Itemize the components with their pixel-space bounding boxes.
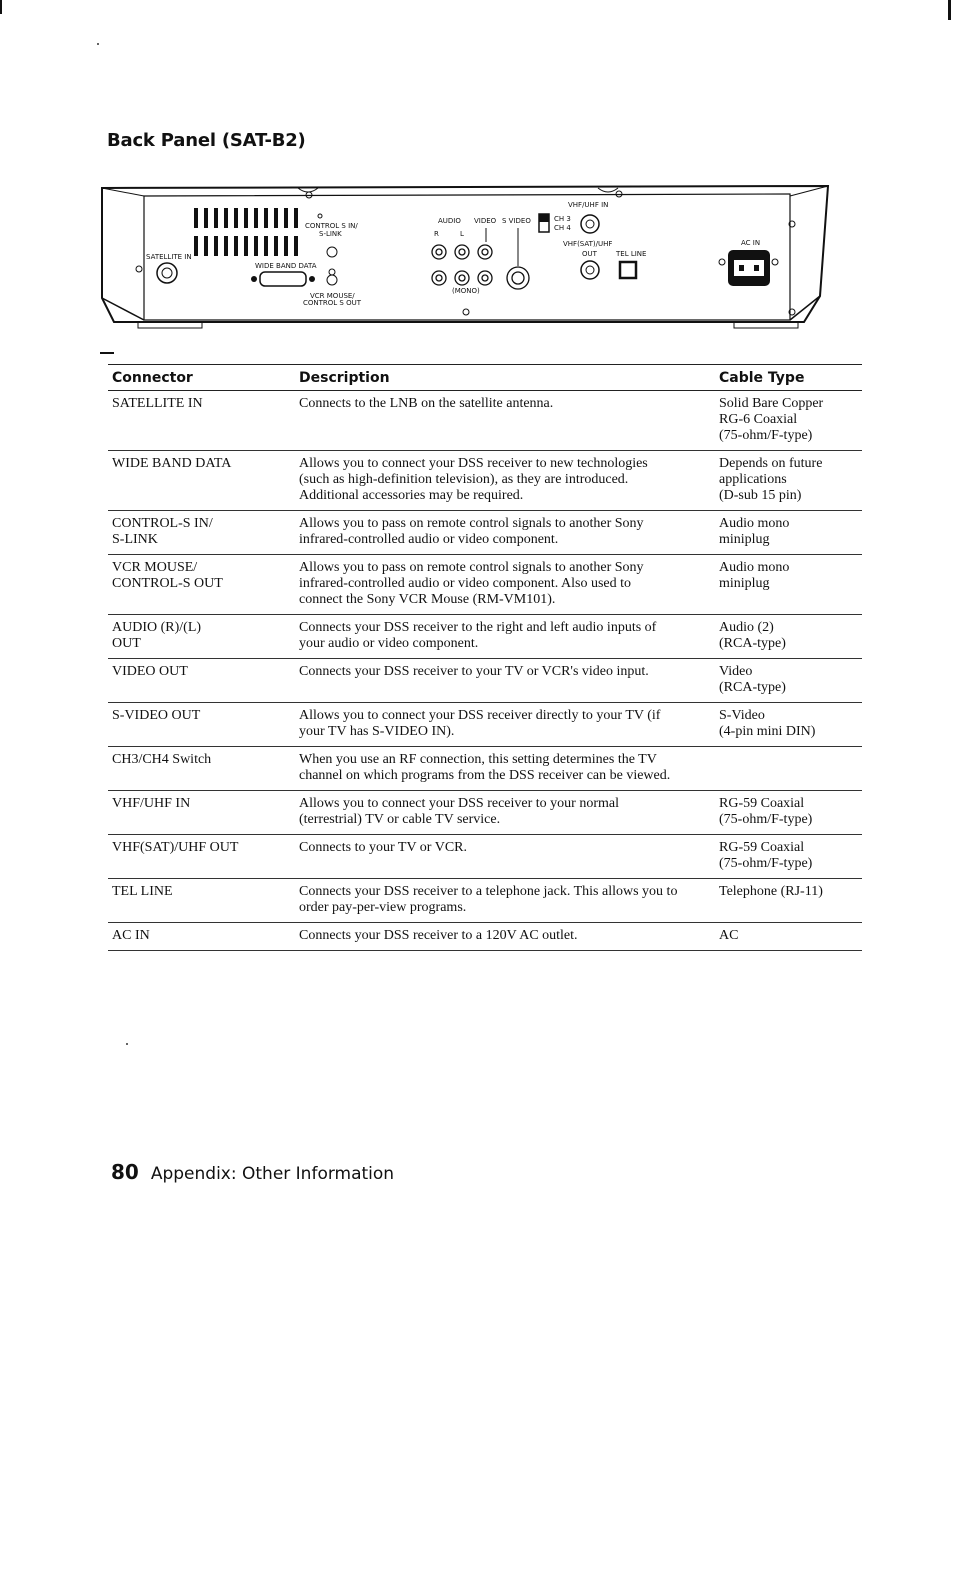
table-row xyxy=(108,747,862,791)
cell-line: S-LINK xyxy=(112,532,158,547)
connector-cell xyxy=(108,879,295,923)
description-cell xyxy=(295,703,715,747)
wide-band-data-port-icon xyxy=(260,272,306,286)
rca-jacks xyxy=(432,245,529,289)
vhf-uhf-in-jack-icon xyxy=(581,215,599,233)
connector-cell xyxy=(108,835,295,879)
label-vhf-uhf-in: VHF/UHF IN xyxy=(568,201,609,209)
back-panel-illustration xyxy=(98,180,838,340)
cable-type-cell xyxy=(715,835,862,879)
table-row xyxy=(108,835,862,879)
cable-type-cell xyxy=(715,703,862,747)
description-cell xyxy=(295,791,715,835)
cable-type-cell xyxy=(715,923,862,951)
cable-type-cell xyxy=(715,791,862,835)
cell-line: Depends on future xyxy=(719,456,823,471)
cell-line: OUT xyxy=(112,636,141,651)
cell-line: Allows you to connect your DSS receiver to new technologies xyxy=(299,456,648,471)
table-row xyxy=(108,511,862,555)
description-cell xyxy=(295,659,715,703)
cell-line: infrared-controlled audio or video component. xyxy=(299,532,559,547)
table-row xyxy=(108,659,862,703)
cell-line: When you use an RF connection, this setting determines the TV xyxy=(299,752,657,767)
cell-line: Audio (2) xyxy=(719,620,774,635)
description-cell xyxy=(295,451,715,511)
label-control-s-out: CONTROL S OUT xyxy=(303,299,361,307)
cell-line: Connects to your TV or VCR. xyxy=(299,840,468,855)
description-cell xyxy=(295,615,715,659)
cell-line: channel on which programs from the DSS receiver can be viewed. xyxy=(299,768,671,783)
page-footer xyxy=(111,1160,394,1184)
section-heading: Back Panel (SAT-B2) xyxy=(107,130,306,151)
cable-type-cell xyxy=(715,747,862,791)
cell-line: Audio mono xyxy=(719,560,790,575)
label-ch3: CH 3 xyxy=(554,215,571,223)
table-row xyxy=(108,791,862,835)
cell-line: connect the Sony VCR Mouse (RM-VM101). xyxy=(299,592,556,607)
label-vcr-mouse: VCR MOUSE/ xyxy=(310,292,355,300)
cell-line: Connects to the LNB on the satellite antenna. xyxy=(299,396,554,411)
cell-line: VHF/UHF IN xyxy=(112,796,191,811)
label-audio: AUDIO xyxy=(438,217,461,225)
connector-cell xyxy=(108,747,295,791)
cell-line: VIDEO OUT xyxy=(112,664,188,679)
cable-type-cell xyxy=(715,555,862,615)
cell-line: (4-pin mini DIN) xyxy=(719,724,816,739)
table-row xyxy=(108,391,862,451)
satellite-in-jack-icon xyxy=(157,263,177,283)
description-cell xyxy=(295,391,715,451)
label-video: VIDEO xyxy=(474,217,497,225)
back-panel-diagram xyxy=(98,180,838,340)
cell-line: CONTROL-S IN/ xyxy=(112,516,213,531)
cell-line: RG-59 Coaxial xyxy=(719,796,805,811)
cell-line: applications xyxy=(719,472,787,487)
scan-edge-mark-right xyxy=(948,0,951,20)
cell-line: Connects your DSS receiver to your TV or VCR's video input. xyxy=(299,664,649,679)
cell-line: AC xyxy=(719,928,739,943)
s-video-jack-icon xyxy=(507,267,529,289)
cell-line: Allows you to pass on remote control signals to another Sony xyxy=(299,516,644,531)
table-row xyxy=(108,555,862,615)
cell-line: S-Video xyxy=(719,708,765,723)
control-s-in-jack-icon xyxy=(327,247,337,257)
tel-line-jack-icon xyxy=(620,262,636,278)
control-s-out-jack-icon xyxy=(327,275,337,285)
label-l: L xyxy=(460,230,464,238)
cell-line: Solid Bare Copper xyxy=(719,396,824,411)
connector-table xyxy=(108,364,862,951)
cell-line: Audio mono xyxy=(719,516,790,531)
cell-line: (75-ohm/F-type) xyxy=(719,812,813,827)
vent-slots xyxy=(194,208,298,256)
description-cell xyxy=(295,511,715,555)
connector-cell xyxy=(108,791,295,835)
description-cell xyxy=(295,879,715,923)
scan-speck xyxy=(97,43,99,45)
screw-icon xyxy=(772,259,778,265)
cell-line: order pay-per-view programs. xyxy=(299,900,467,915)
table-row xyxy=(108,451,862,511)
cable-type-cell xyxy=(715,659,862,703)
margin-dash xyxy=(100,352,114,354)
table-header-row xyxy=(108,365,862,391)
cell-line: RG-6 Coaxial xyxy=(719,412,798,427)
audio-l-jack-icon xyxy=(455,245,469,259)
connector-cell xyxy=(108,391,295,451)
label-r: R xyxy=(434,230,439,238)
cell-line: (RCA-type) xyxy=(719,680,786,695)
connector-cell xyxy=(108,555,295,615)
label-satellite-in: SATELLITE IN xyxy=(146,253,192,261)
cell-line: your audio or video component. xyxy=(299,636,479,651)
cell-line: your TV has S-VIDEO IN). xyxy=(299,724,455,739)
cell-line: Allows you to pass on remote control signals to another Sony xyxy=(299,560,644,575)
cell-line: miniplug xyxy=(719,576,770,591)
cell-line: SATELLITE IN xyxy=(112,396,203,411)
screw-icon xyxy=(136,266,142,272)
cell-line: Connects your DSS receiver to a telephone jack. This allows you to xyxy=(299,884,678,899)
label-ac-in: AC IN xyxy=(741,239,761,247)
cell-line: VHF(SAT)/UHF OUT xyxy=(112,840,239,855)
cell-line: infrared-controlled audio or video component. Also used to xyxy=(299,576,632,591)
label-control-s-in: CONTROL S IN/ xyxy=(305,222,358,230)
scan-speck xyxy=(126,1043,128,1045)
cell-line: S-VIDEO OUT xyxy=(112,708,201,723)
connector-cell xyxy=(108,659,295,703)
label-out: OUT xyxy=(582,250,597,258)
screw-icon xyxy=(719,259,725,265)
cell-line: TEL LINE xyxy=(112,884,173,899)
vhf-sat-uhf-out-jack-icon xyxy=(581,261,599,279)
connector-cell xyxy=(108,923,295,951)
header-cable-type: Cable Type xyxy=(715,365,862,391)
cable-type-cell xyxy=(715,879,862,923)
header-connector: Connector xyxy=(108,365,295,391)
cell-line: CH3/CH4 Switch xyxy=(112,752,212,767)
cell-line: CONTROL-S OUT xyxy=(112,576,223,591)
cell-line: (D-sub 15 pin) xyxy=(719,488,802,503)
cell-line: (75-ohm/F-type) xyxy=(719,428,813,443)
description-cell xyxy=(295,835,715,879)
description-cell xyxy=(295,923,715,951)
cell-line: Allows you to connect your DSS receiver directly to your TV (if xyxy=(299,708,661,723)
label-s-link: S-LINK xyxy=(319,230,342,238)
cell-line: miniplug xyxy=(719,532,770,547)
cell-line: AUDIO (R)/(L) xyxy=(112,620,202,635)
cell-line: Connects your DSS receiver to a 120V AC outlet. xyxy=(299,928,578,943)
cell-line: AC IN xyxy=(112,928,150,943)
cell-line: VCR MOUSE/ xyxy=(112,560,198,575)
connector-cell xyxy=(108,615,295,659)
label-mono: (MONO) xyxy=(452,287,480,295)
cable-type-cell xyxy=(715,451,862,511)
video-out-jack-icon xyxy=(478,245,492,259)
table-row xyxy=(108,923,862,951)
cell-line: WIDE BAND DATA xyxy=(112,456,232,471)
table-row xyxy=(108,879,862,923)
label-ch4: CH 4 xyxy=(554,224,571,232)
cell-line: (terrestrial) TV or cable TV service. xyxy=(299,812,501,827)
cell-line: Video xyxy=(719,664,753,679)
cell-line: RG-59 Coaxial xyxy=(719,840,805,855)
table-row xyxy=(108,615,862,659)
cell-line: Connects your DSS receiver to the right and left audio inputs of xyxy=(299,620,657,635)
description-cell xyxy=(295,747,715,791)
screw-icon xyxy=(463,309,469,315)
label-wide-band-data: WIDE BAND DATA xyxy=(255,262,317,270)
cell-line: Allows you to connect your DSS receiver to your normal xyxy=(299,796,619,811)
connector-cell xyxy=(108,511,295,555)
cable-type-cell xyxy=(715,511,862,555)
label-tel-line: TEL LINE xyxy=(616,250,647,258)
cell-line: (RCA-type) xyxy=(719,636,786,651)
header-description: Description xyxy=(295,365,715,391)
cell-line: (such as high-definition television), as they are introduced. xyxy=(299,472,629,487)
page-number: 80 xyxy=(111,1160,139,1184)
audio-r-jack-icon xyxy=(432,245,446,259)
cable-type-cell xyxy=(715,615,862,659)
label-s-video: S VIDEO xyxy=(502,217,531,225)
connector-cell xyxy=(108,451,295,511)
cell-line: Additional accessories may be required. xyxy=(299,488,524,503)
label-vhf-sat-uhf: VHF(SAT)/UHF xyxy=(563,240,613,248)
description-cell xyxy=(295,555,715,615)
footer-section-title: Appendix: Other Information xyxy=(150,1164,395,1184)
connector-cell xyxy=(108,703,295,747)
table-row xyxy=(108,703,862,747)
cell-line: Telephone (RJ-11) xyxy=(719,884,823,899)
scan-edge-mark-left xyxy=(0,0,2,14)
cable-type-cell xyxy=(715,391,862,451)
cell-line: (75-ohm/F-type) xyxy=(719,856,813,871)
